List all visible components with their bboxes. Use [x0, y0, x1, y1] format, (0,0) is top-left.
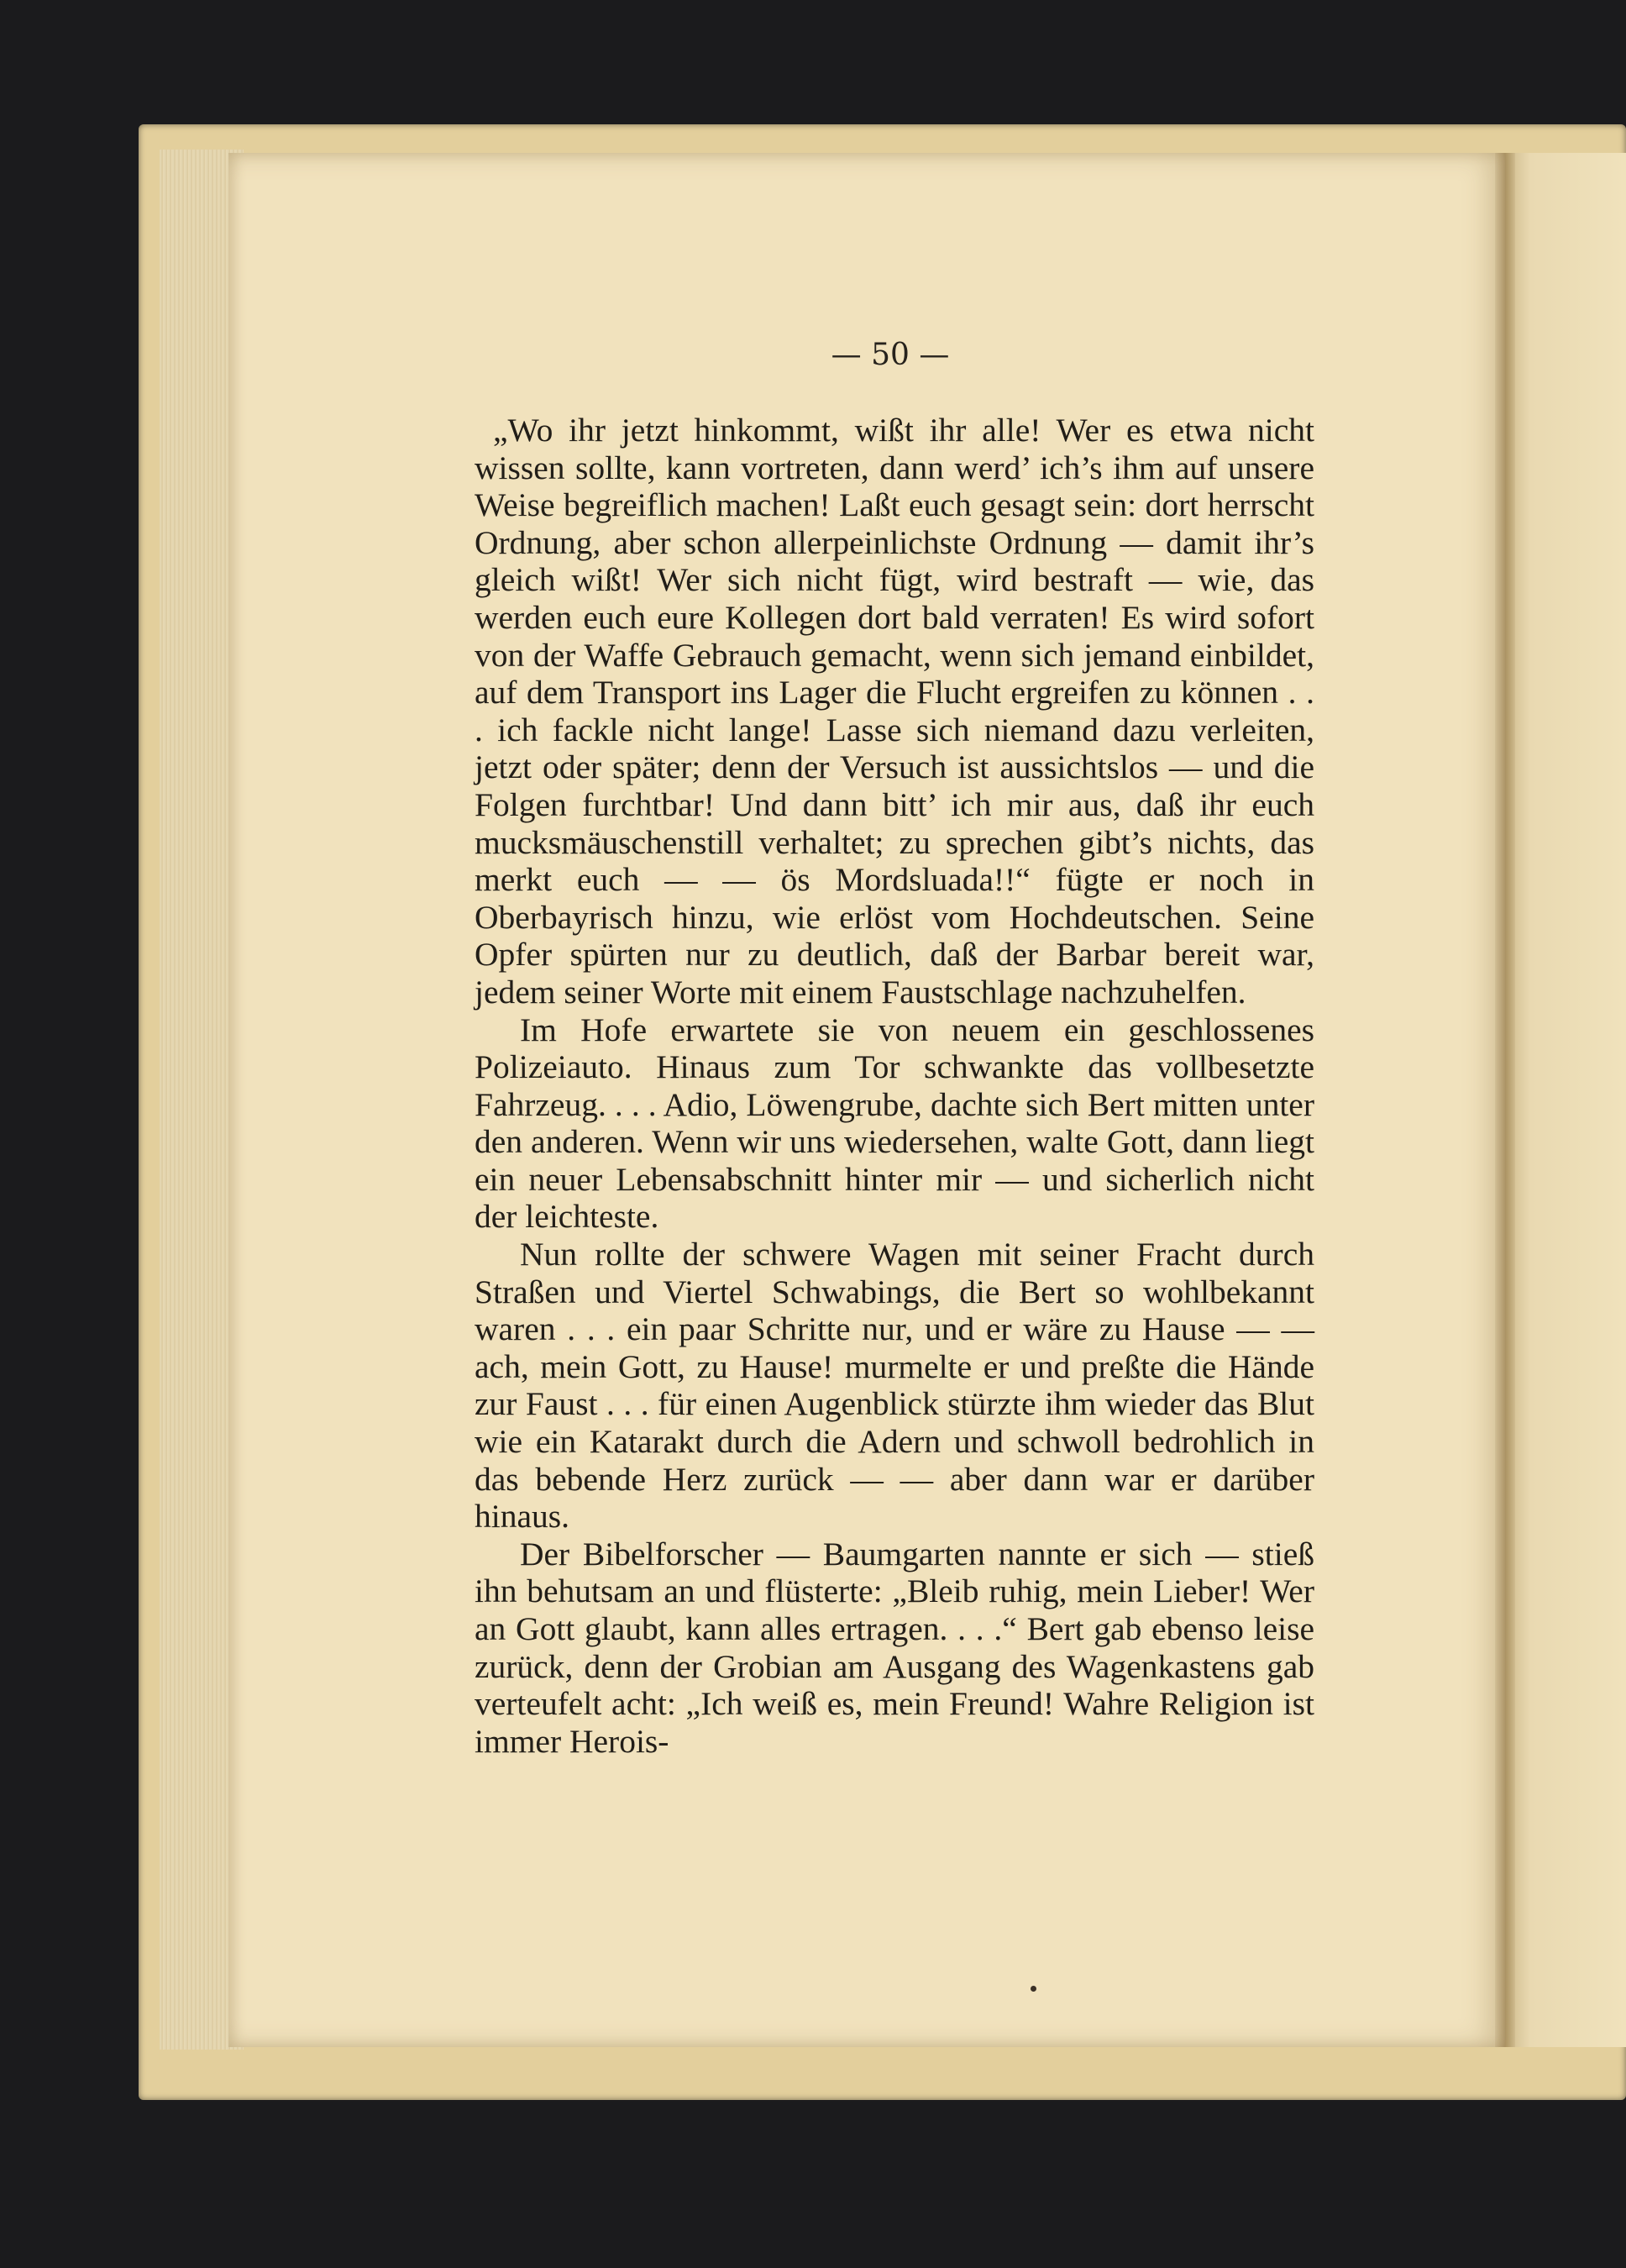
page-number: — 50 —	[831, 338, 950, 372]
paragraph: Der Bibelforscher — Baumgarten nannte er sich — stieß ihn behutsam an und flüsterte: „Bleib ruhig, mein Lieber! Wer an Gott glaubt, kann alles ertragen. . . .“ Bert gab ebenso leise zurück, denn der Grobian am Ausgang des Wagenkastens gab verteufelt acht: „Ich weiß es, mein Freund! Wahre Religion ist immer Herois-	[475, 1535, 1314, 1760]
paragraph: Im Hofe erwartete sie von neuem ein geschlossenes Polizeiauto. Hinaus zum Tor schwankte das vollbesetzte Fahrzeug. . . . Adio, Löwengrube, dachte sich Bert mitten unter den anderen. Wenn wir uns wiedersehen, walte Gott, dann liegt ein neuer Lebensabschnitt hinter mir — und sicherlich nicht der leichteste.	[475, 1011, 1314, 1236]
paragraph: Nun rollte der schwere Wagen mit seiner Fracht durch Straßen und Viertel Schwabings, die Bert so wohlbekannt waren . . . ein paar Schritte nur, und er wäre zu Hause — — ach, mein Gott, zu Hause! murmelte er und preßte die Hände zur Faust . . . für einen Augenblick stürzte ihm wieder das Blut wie ein Katarakt durch die Adern und schwoll bedrohlich in das bebende Herz zurück — — aber dann war er darüber hinaus.	[475, 1236, 1314, 1536]
facing-page	[1505, 153, 1626, 2047]
ink-speck	[1031, 1986, 1036, 1992]
book-gutter	[1495, 153, 1515, 2047]
paragraph: „Wo ihr jetzt hinkommt, wißt ihr alle! Wer es etwa nicht wissen sollte, kann vortreten, dann werd’ ich’s ihm auf unsere Weise begreiflich machen! Laßt euch gesagt sein: dort herrscht Ordnung, aber schon allerpeinlichste Ordnung — damit ihr’s gleich wißt! Wer sich nicht fügt, wird bestraft — wie, das werden euch eure Kollegen dort bald verraten! Es wird sofort von der Waffe Gebrauch gemacht, wenn sich jemand einbildet, auf dem Transport ins Lager die Flucht ergreifen zu können . . . ich fackle nicht lange! Lasse sich niemand dazu verleiten, jetzt oder später; denn der Versuch ist aussichtslos — und die Folgen furchtbar! Und dann bitt’ ich mir aus, daß ihr euch mucksmäuschenstill verhaltet; zu sprechen gibt’s nichts, das merkt euch — — ös Mordsluada!!“ fügte er noch in Oberbayrisch hinzu, wie erlöst vom Hochdeutschen. Seine Opfer spürten nur zu deutlich, daß der Barbar bereit war, jedem seiner Worte mit einem Faustschlage nachzuhelfen.	[475, 412, 1314, 1011]
body-text	[475, 412, 1314, 1760]
